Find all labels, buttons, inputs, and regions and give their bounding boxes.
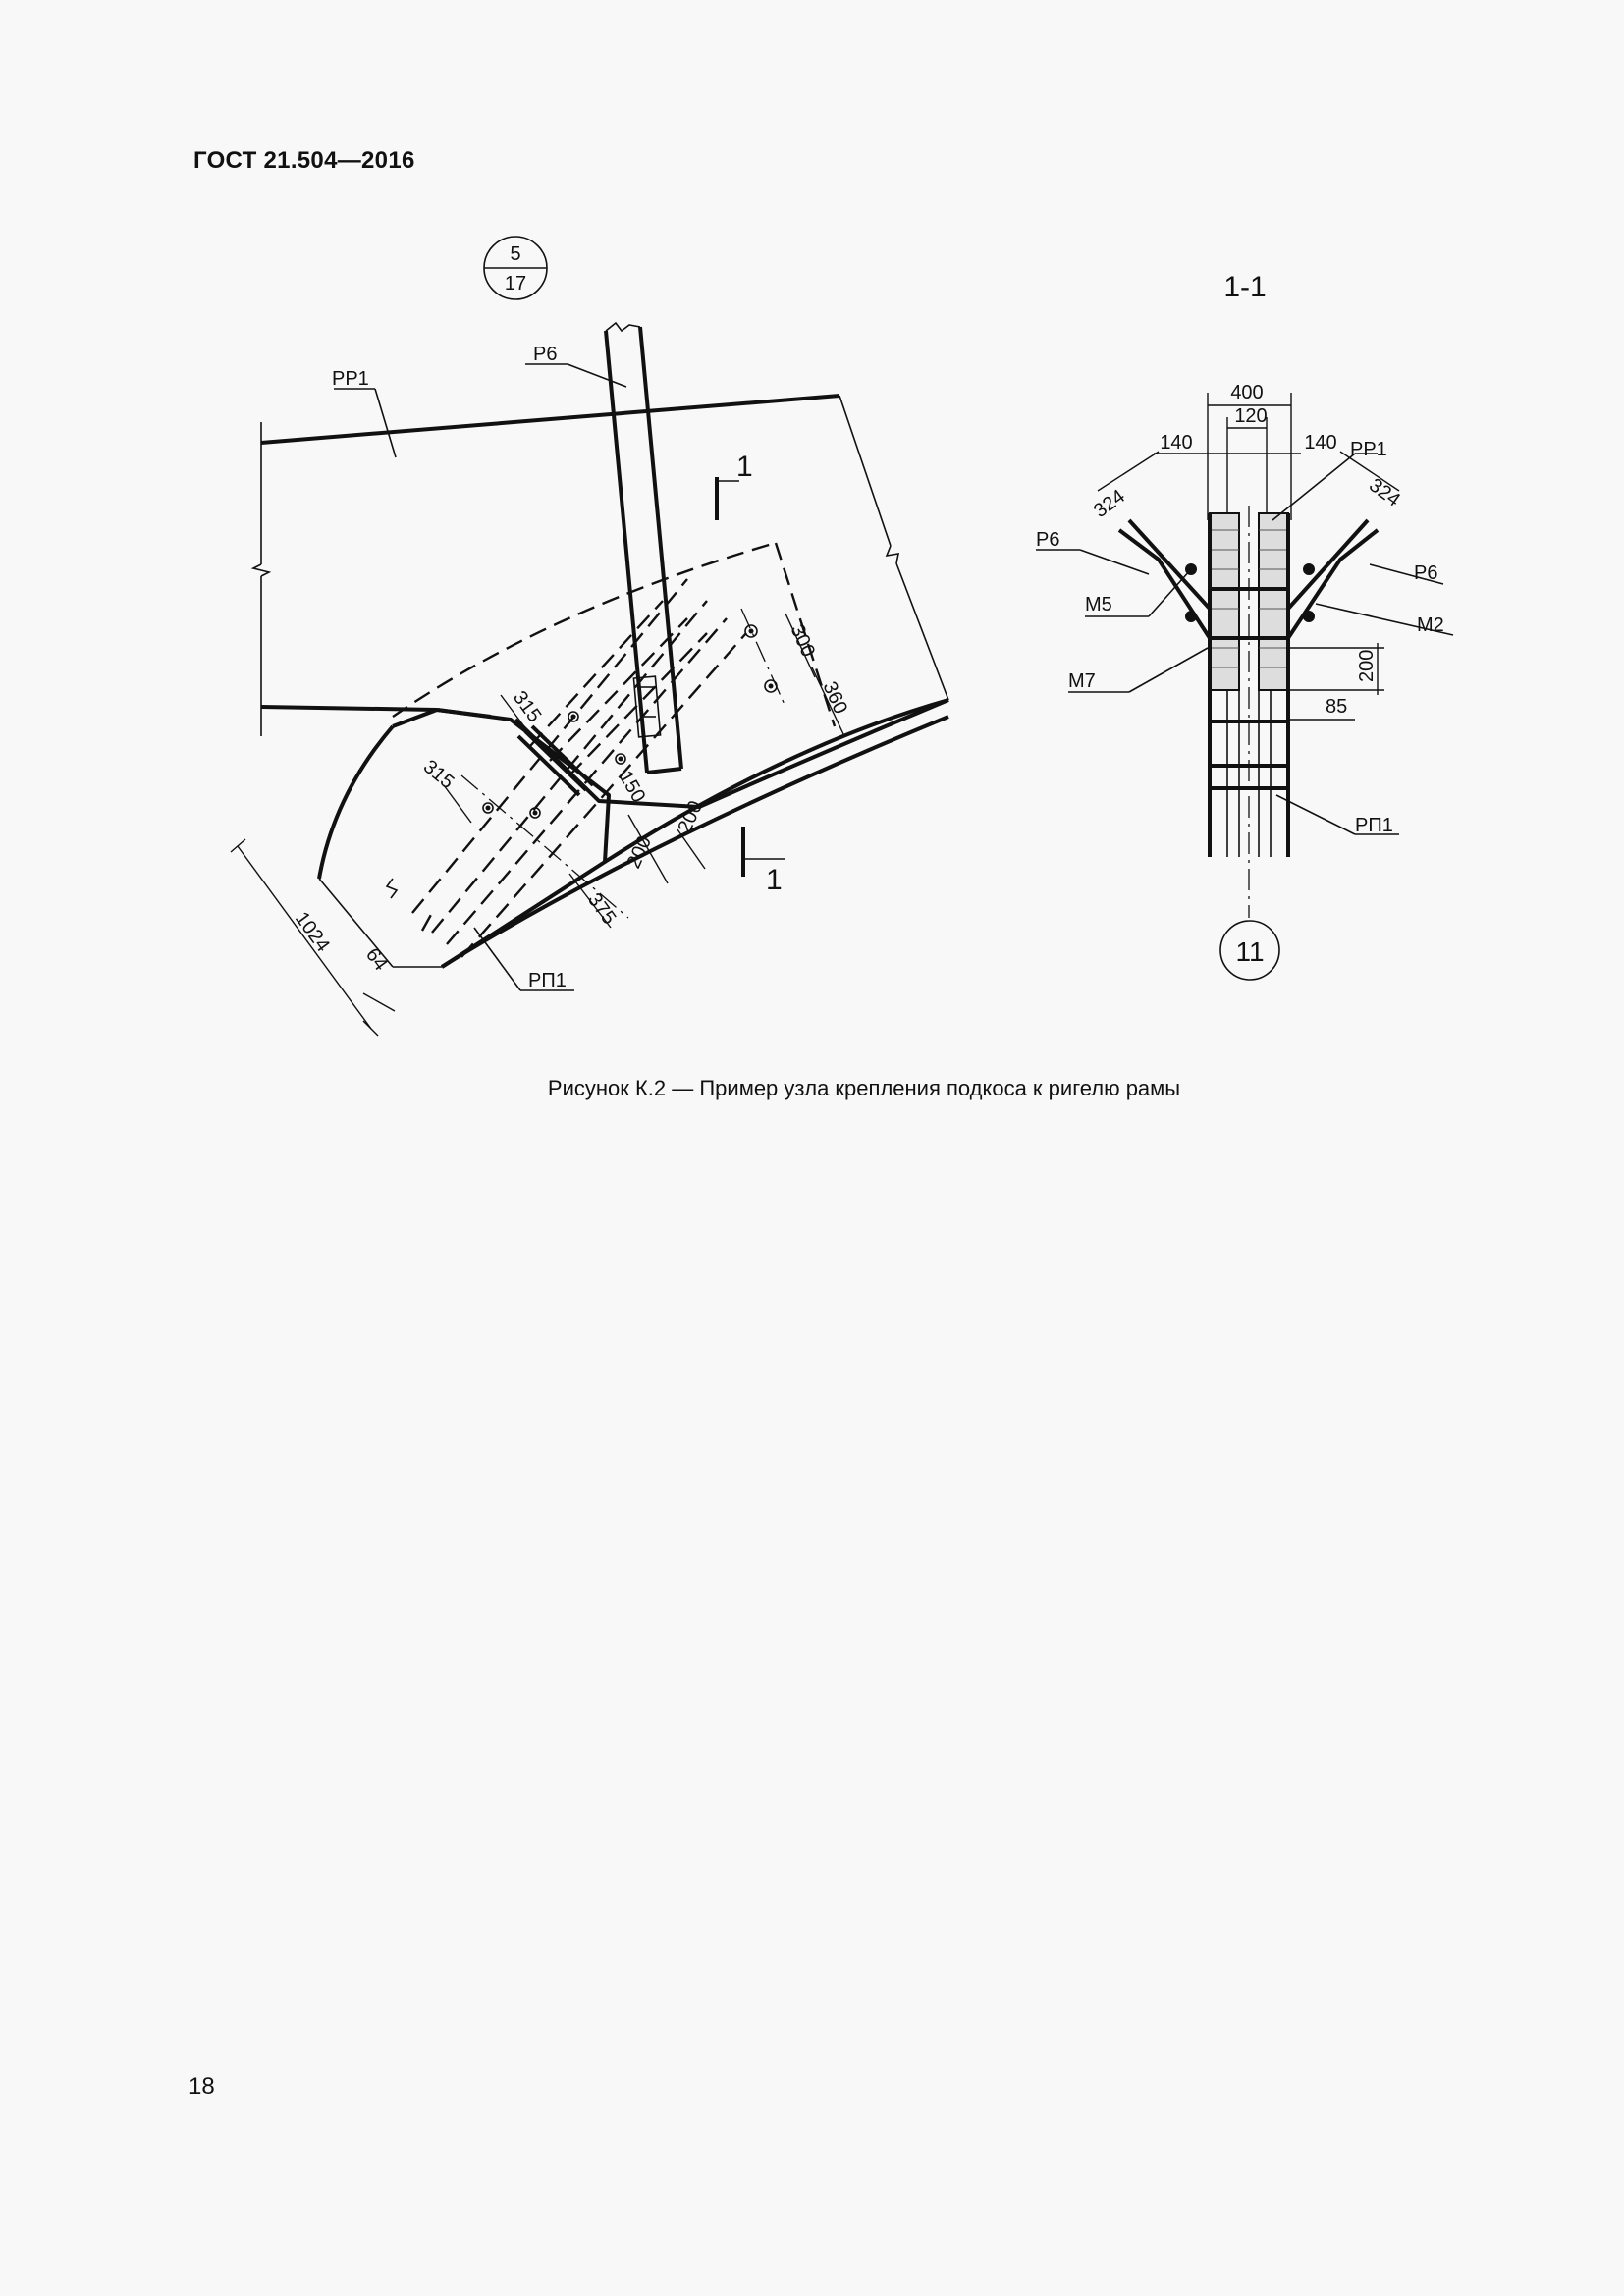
section-side-dimensions bbox=[1288, 643, 1384, 720]
dim-360: 360 bbox=[818, 678, 852, 718]
dim-324-left: 324 bbox=[1090, 485, 1129, 523]
label-p6-left: Р6 bbox=[1036, 529, 1060, 551]
technical-drawing bbox=[0, 0, 1624, 1060]
dim-85: 85 bbox=[1326, 696, 1348, 718]
node-labels bbox=[332, 344, 626, 991]
dim-140-right: 140 bbox=[1304, 432, 1337, 454]
node-view bbox=[231, 237, 948, 1036]
dim-140-left: 140 bbox=[1160, 432, 1193, 454]
page-number: 18 bbox=[189, 2073, 215, 2100]
dim-315-left: 315 bbox=[418, 755, 459, 794]
dim-64: 64 bbox=[360, 944, 392, 975]
dim-150: 150 bbox=[614, 767, 650, 807]
dim-200: 200 bbox=[1356, 649, 1378, 682]
section-mark-bottom: 1 bbox=[766, 864, 783, 896]
label-m2: М2 bbox=[1417, 614, 1444, 636]
label-p6: Р6 bbox=[533, 344, 558, 365]
figure-caption: Рисунок К.2 — Пример узла крепления подкоса к ригелю рамы bbox=[547, 1076, 1181, 1100]
section-title: 1-1 bbox=[1223, 271, 1267, 303]
dim-375: 375 bbox=[582, 889, 621, 929]
dim-200-b: 200 bbox=[674, 797, 708, 837]
dim-324-right: 324 bbox=[1365, 474, 1404, 511]
dim-300: 300 bbox=[785, 621, 820, 661]
section-body bbox=[1210, 506, 1288, 918]
label-rp1: РП1 bbox=[528, 970, 567, 991]
dim-200-a: 200 bbox=[623, 832, 657, 873]
section-cut-marks bbox=[717, 451, 785, 896]
brace-p6 bbox=[606, 323, 681, 773]
section-mark-top: 1 bbox=[736, 451, 753, 483]
axis-mark-label: 11 bbox=[1235, 936, 1265, 967]
dim-315-top: 315 bbox=[508, 687, 546, 726]
dim-1024: 1024 bbox=[290, 908, 334, 956]
section-bolts bbox=[1185, 563, 1315, 622]
axis-marker bbox=[1220, 921, 1279, 980]
label-pp1-section: РР1 bbox=[1350, 439, 1387, 460]
dim-400: 400 bbox=[1230, 382, 1264, 403]
document-header: ГОСТ 21.504—2016 bbox=[193, 147, 415, 174]
label-m5: М5 bbox=[1085, 594, 1112, 615]
label-rp1-section: РП1 bbox=[1355, 815, 1393, 836]
node-ref-top: 5 bbox=[510, 243, 521, 265]
section-view bbox=[1036, 271, 1453, 980]
node-reference-marker bbox=[484, 237, 547, 299]
section-top-dimensions bbox=[1154, 382, 1337, 520]
label-p6-right: Р6 bbox=[1414, 562, 1438, 584]
lower-chord-rp1 bbox=[319, 700, 948, 967]
dim-120: 120 bbox=[1234, 405, 1268, 427]
label-m7: М7 bbox=[1068, 670, 1096, 692]
node-ref-bottom: 17 bbox=[504, 273, 527, 294]
label-pp1: РР1 bbox=[332, 368, 369, 390]
